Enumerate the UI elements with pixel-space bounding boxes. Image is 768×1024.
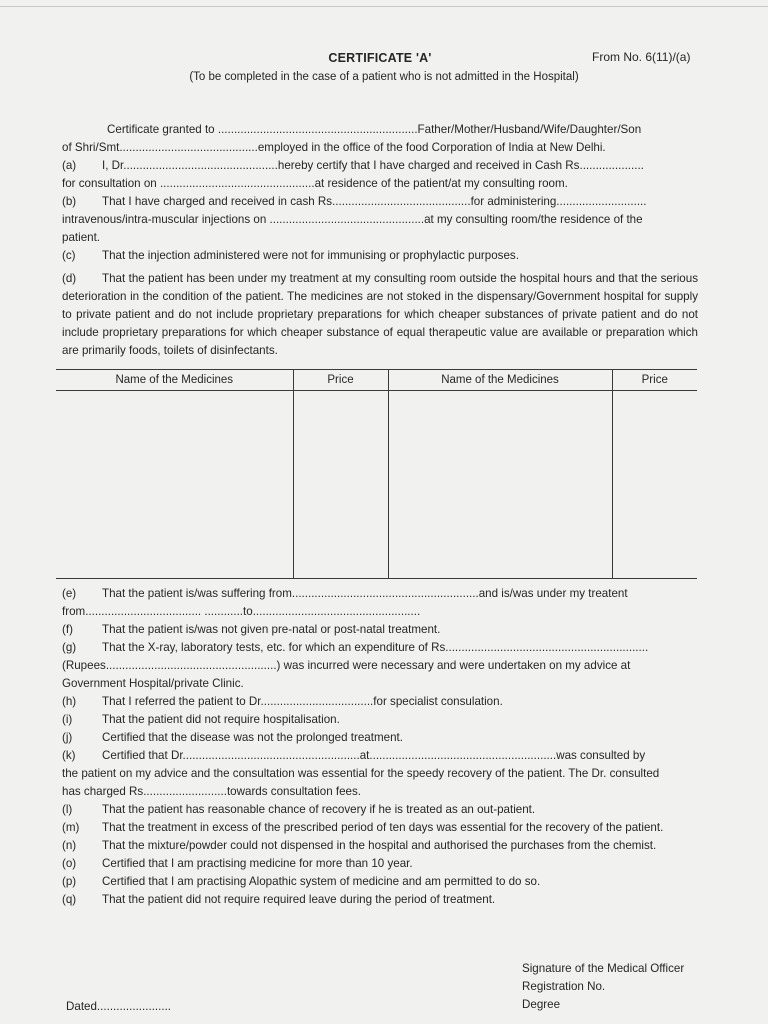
item-b-line-3: patient.: [62, 231, 101, 244]
item-q-text: That the patient did not require required leave during the period of treatment.: [102, 893, 496, 906]
item-p-label: (p): [62, 875, 77, 888]
item-a-line-2: for consultation on ................................................at residence of the patient/at my consulting room.: [62, 177, 568, 190]
item-m-text: That the treatment in excess of the prescribed period of ten days was essential for the recovery of the patient.: [102, 821, 664, 834]
item-j-text: Certified that the disease was not the prolonged treatment.: [102, 731, 403, 744]
item-e-label: (e): [62, 587, 77, 600]
column-header-price-2: Price: [612, 370, 697, 391]
item-b-label: (b): [62, 195, 77, 208]
intro-line-1: Certificate granted to ..............................................................Father/Mother/Husband/Wife/Daughter/Son: [107, 123, 642, 136]
medicine-name-cell-1: [56, 391, 293, 579]
item-k-line-2: the patient on my advice and the consultation was essential for the speedy recovery of the patient. The Dr. consulted: [62, 767, 660, 780]
form-number: From No. 6(11)/(a): [592, 50, 691, 64]
item-h-text: That I referred the patient to Dr...................................for specialist consulation.: [102, 695, 503, 708]
certificate-title: CERTIFICATE 'A': [328, 51, 432, 65]
item-f-label: (f): [62, 623, 73, 636]
medicine-name-cell-2: [388, 391, 612, 579]
signature-label: Signature of the Medical Officer: [522, 962, 685, 975]
item-o-text: Certified that I am practising medicine for more than 10 year.: [102, 857, 413, 870]
item-c-text: That the injection administered were not for immunising or prophylactic purposes.: [102, 249, 519, 262]
dated-field: Dated.......................: [66, 1000, 172, 1013]
item-i-text: That the patient did not require hospitalisation.: [102, 713, 340, 726]
item-p-text: Certified that I am practising Alopathic system of medicine and am permitted to do so.: [102, 875, 541, 888]
price-cell-2: [612, 391, 697, 579]
registration-label: Registration No.: [522, 980, 606, 993]
column-header-medicine-name-2: Name of the Medicines: [388, 370, 612, 391]
item-q: [62, 891, 495, 909]
item-k: [62, 747, 645, 765]
item-h: [62, 693, 503, 711]
item-k-line-3: has charged Rs..........................towards consultation fees.: [62, 785, 361, 798]
table-header-row: [56, 370, 697, 391]
item-g-label: (g): [62, 641, 77, 654]
item-j: [62, 729, 403, 747]
item-n: [62, 837, 656, 855]
item-k-line-1: Certified that Dr.......................................................at..........................................................was consulted by: [102, 749, 646, 762]
item-g-line-3: Government Hospital/private Clinic.: [62, 677, 244, 690]
item-a-line-1: I, Dr................................................hereby certify that I have charged and received in Cash Rs....................: [102, 159, 644, 172]
item-e: [62, 585, 628, 603]
item-h-label: (h): [62, 695, 77, 708]
item-m: [62, 819, 663, 837]
item-n-text: That the mixture/powder could not dispensed in the hospital and authorised the purchases from the chemist.: [102, 839, 657, 852]
page-edge-line: [0, 6, 768, 7]
item-o-label: (o): [62, 857, 77, 870]
certificate-subtitle: (To be completed in the case of a patient who is not admitted in the Hospital): [189, 71, 579, 83]
item-b-line-1: That I have charged and received in cash Rs...........................................for administering............................: [102, 195, 647, 208]
item-l: [62, 801, 535, 819]
item-c-label: (c): [62, 249, 76, 262]
item-l-text: That the patient has reasonable chance of recovery if he is treated as an out-patient.: [102, 803, 536, 816]
item-e-line-1: That the patient is/was suffering from..........................................................and is/was under my treatent: [102, 587, 628, 600]
item-o: [62, 855, 413, 873]
item-c: [62, 247, 519, 265]
item-i-label: (i): [62, 713, 73, 726]
table-row: [56, 391, 697, 579]
item-g-line-1: That the X-ray, laboratory tests, etc. for which an expenditure of Rs...............................................................: [102, 641, 649, 654]
column-header-price-1: Price: [293, 370, 388, 391]
item-l-label: (l): [62, 803, 73, 816]
item-m-label: (m): [62, 821, 80, 834]
item-a-label: (a): [62, 159, 77, 172]
item-a: [62, 157, 644, 175]
item-k-label: (k): [62, 749, 76, 762]
item-e-line-2: from.................................... ............to....................................................: [62, 605, 421, 618]
degree-label: Degree: [522, 998, 561, 1011]
item-q-label: (q): [62, 893, 77, 906]
intro-line-2: of Shri/Smt...........................................employed in the office of the food Corporation of India at New Delhi.: [62, 141, 606, 154]
price-cell-1: [293, 391, 388, 579]
item-f-text: That the patient is/was not given pre-natal or post-natal treatment.: [102, 623, 441, 636]
item-g: [62, 639, 648, 657]
column-header-medicine-name-1: Name of the Medicines: [56, 370, 293, 391]
item-g-line-2: (Rupees.....................................................) was incurred were necessary and were undertaken on my advice at: [62, 659, 631, 672]
medicines-table: [56, 369, 697, 579]
item-d: [62, 270, 698, 360]
item-b-line-2: intravenous/intra-muscular injections on ................................................at my consulting room/the residence of the: [62, 213, 643, 226]
item-p: [62, 873, 540, 891]
item-i: [62, 711, 340, 729]
item-b: [62, 193, 646, 211]
item-j-label: (j): [62, 731, 73, 744]
item-d-label: (d): [62, 272, 77, 285]
item-n-label: (n): [62, 839, 77, 852]
item-d-text: That the patient has been under my treatment at my consulting room outside the hospital hours and that the serious deterioration in the condition of the patient. The medicines are not stoked in the dispensary/Government hospital for supply to private patient and do not include proprietary preparations for which cheaper substances of private patient and do not include proprietary preparations for which cheaper substance of equal therapeutic value are available or preparation which are primarily foods, toilets of disinfectants.: [62, 272, 698, 357]
item-f: [62, 621, 440, 639]
